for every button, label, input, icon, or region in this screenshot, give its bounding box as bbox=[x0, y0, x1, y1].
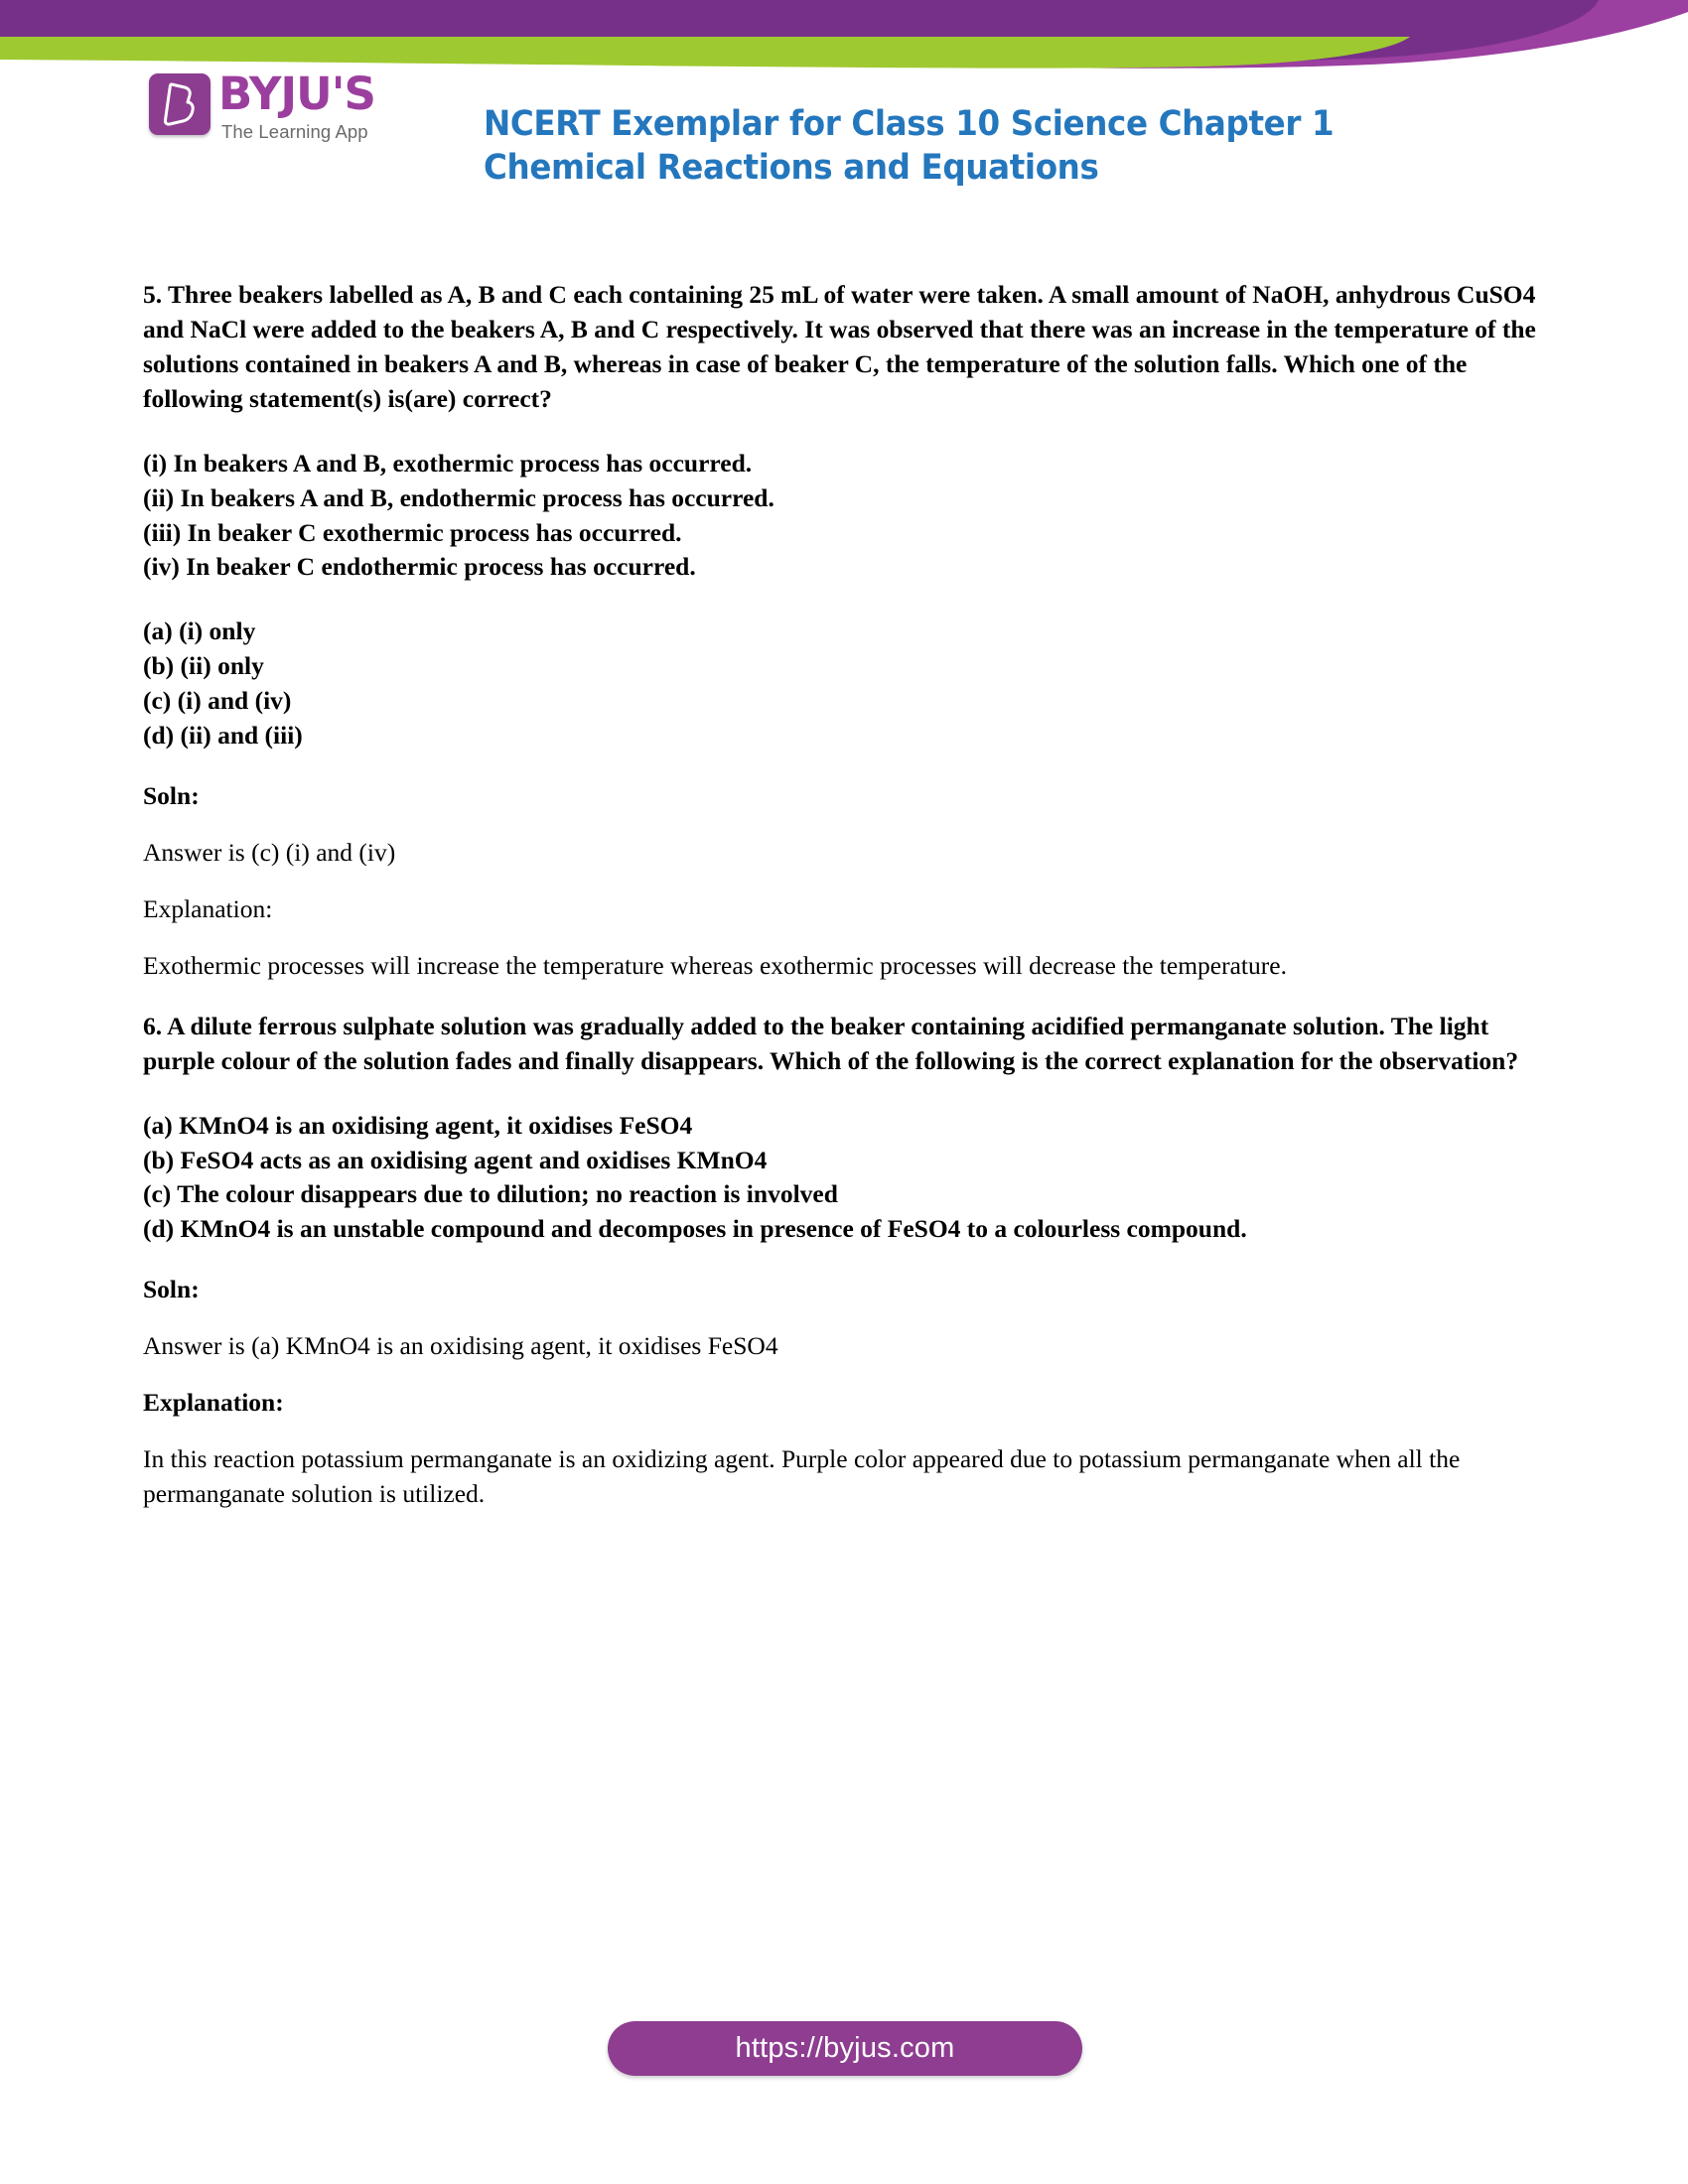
spacer bbox=[143, 871, 1545, 892]
byjus-wordmark: BYJU'S bbox=[218, 68, 375, 120]
question-6-options bbox=[143, 1109, 1545, 1248]
spacer bbox=[143, 984, 1545, 1010]
page-title: NCERT Exemplar for Class 10 Science Chapter 1 Chemical Reactions and Equations bbox=[484, 104, 1335, 188]
question-5-explanation-label: Explanation: bbox=[143, 893, 273, 923]
question-6-answer: Answer is (a) KMnO4 is an oxidising agent, it oxidises FeSO4 bbox=[143, 1331, 778, 1361]
option-item: (b) FeSO4 acts as an oxidising agent and oxidises KMnO4 bbox=[143, 1145, 768, 1174]
question-6-soln-label: Soln: bbox=[143, 1275, 200, 1304]
green-band bbox=[0, 37, 1410, 68]
question-6-explanation-label: Explanation: bbox=[143, 1388, 284, 1418]
option-item: (c) (i) and (iv) bbox=[143, 686, 292, 716]
question-6-explanation: In this reaction potassium permanganate is an oxidizing agent. Purple color appeared due to potassium permanganate when all the permanganate solution is utilized. bbox=[143, 1444, 1461, 1508]
statement-item: (iii) In beaker C exothermic process has occurred. bbox=[143, 517, 682, 547]
spacer bbox=[143, 1307, 1545, 1329]
spacer bbox=[143, 1364, 1545, 1386]
option-item: (c) The colour disappears due to dilution; no reaction is involved bbox=[143, 1179, 838, 1209]
question-5-statements bbox=[143, 447, 1545, 586]
option-item: (a) KMnO4 is an oxidising agent, it oxidises FeSO4 bbox=[143, 1110, 693, 1140]
byjus-url-button[interactable] bbox=[608, 2021, 1082, 2076]
spacer bbox=[143, 1421, 1545, 1442]
statement-item: (i) In beakers A and B, exothermic process has occurred. bbox=[143, 448, 753, 478]
spacer bbox=[143, 585, 1545, 614]
question-5-options bbox=[143, 614, 1545, 753]
spacer bbox=[143, 814, 1545, 836]
option-item: (d) (ii) and (iii) bbox=[143, 721, 303, 751]
question-6-text: 6. A dilute ferrous sulphate solution was gradually added to the beaker containing acidified permanganate solution. The light purple colour of the solution fades and finally disappears. Which of the following is the correct explanation for the observation? bbox=[143, 1011, 1519, 1075]
statement-item: (iv) In beaker C endothermic process has occurred. bbox=[143, 552, 696, 582]
spacer bbox=[143, 1079, 1545, 1109]
option-item: (d) KMnO4 is an unstable compound and decomposes in presence of FeSO4 to a colourless compound. bbox=[143, 1214, 1247, 1244]
spacer bbox=[143, 753, 1545, 779]
question-5-explanation: Exothermic processes will increase the temperature whereas exothermic processes will decrease the temperature. bbox=[143, 950, 1287, 980]
statement-item: (ii) In beakers A and B, endothermic process has occurred. bbox=[143, 482, 774, 512]
spacer bbox=[143, 927, 1545, 949]
question-5-answer: Answer is (c) (i) and (iv) bbox=[143, 837, 396, 867]
byjus-tagline: The Learning App bbox=[221, 121, 368, 142]
question-5-soln-label: Soln: bbox=[143, 781, 200, 811]
question-5-text: 5. Three beakers labelled as A, B and C each containing 25 mL of water were taken. A small amount of NaOH, anhydrous CuSO4 and NaCl were added to the beakers A, B and C respectively. It was observed that there was an increase in the temperature of the solutions contained in beakers A and B, whereas in case of beaker C, the temperature of the solution falls. Which one of the following statement(s) is(are) correct? bbox=[143, 280, 1536, 413]
spacer bbox=[143, 417, 1545, 447]
spacer bbox=[143, 1247, 1545, 1273]
byjus-b-icon bbox=[149, 73, 211, 135]
byjus-logo bbox=[149, 68, 477, 166]
option-item: (b) (ii) only bbox=[143, 651, 264, 681]
document-body bbox=[143, 278, 1545, 1512]
option-item: (a) (i) only bbox=[143, 616, 256, 646]
byjus-url-label: https://byjus.com bbox=[735, 2032, 955, 2064]
